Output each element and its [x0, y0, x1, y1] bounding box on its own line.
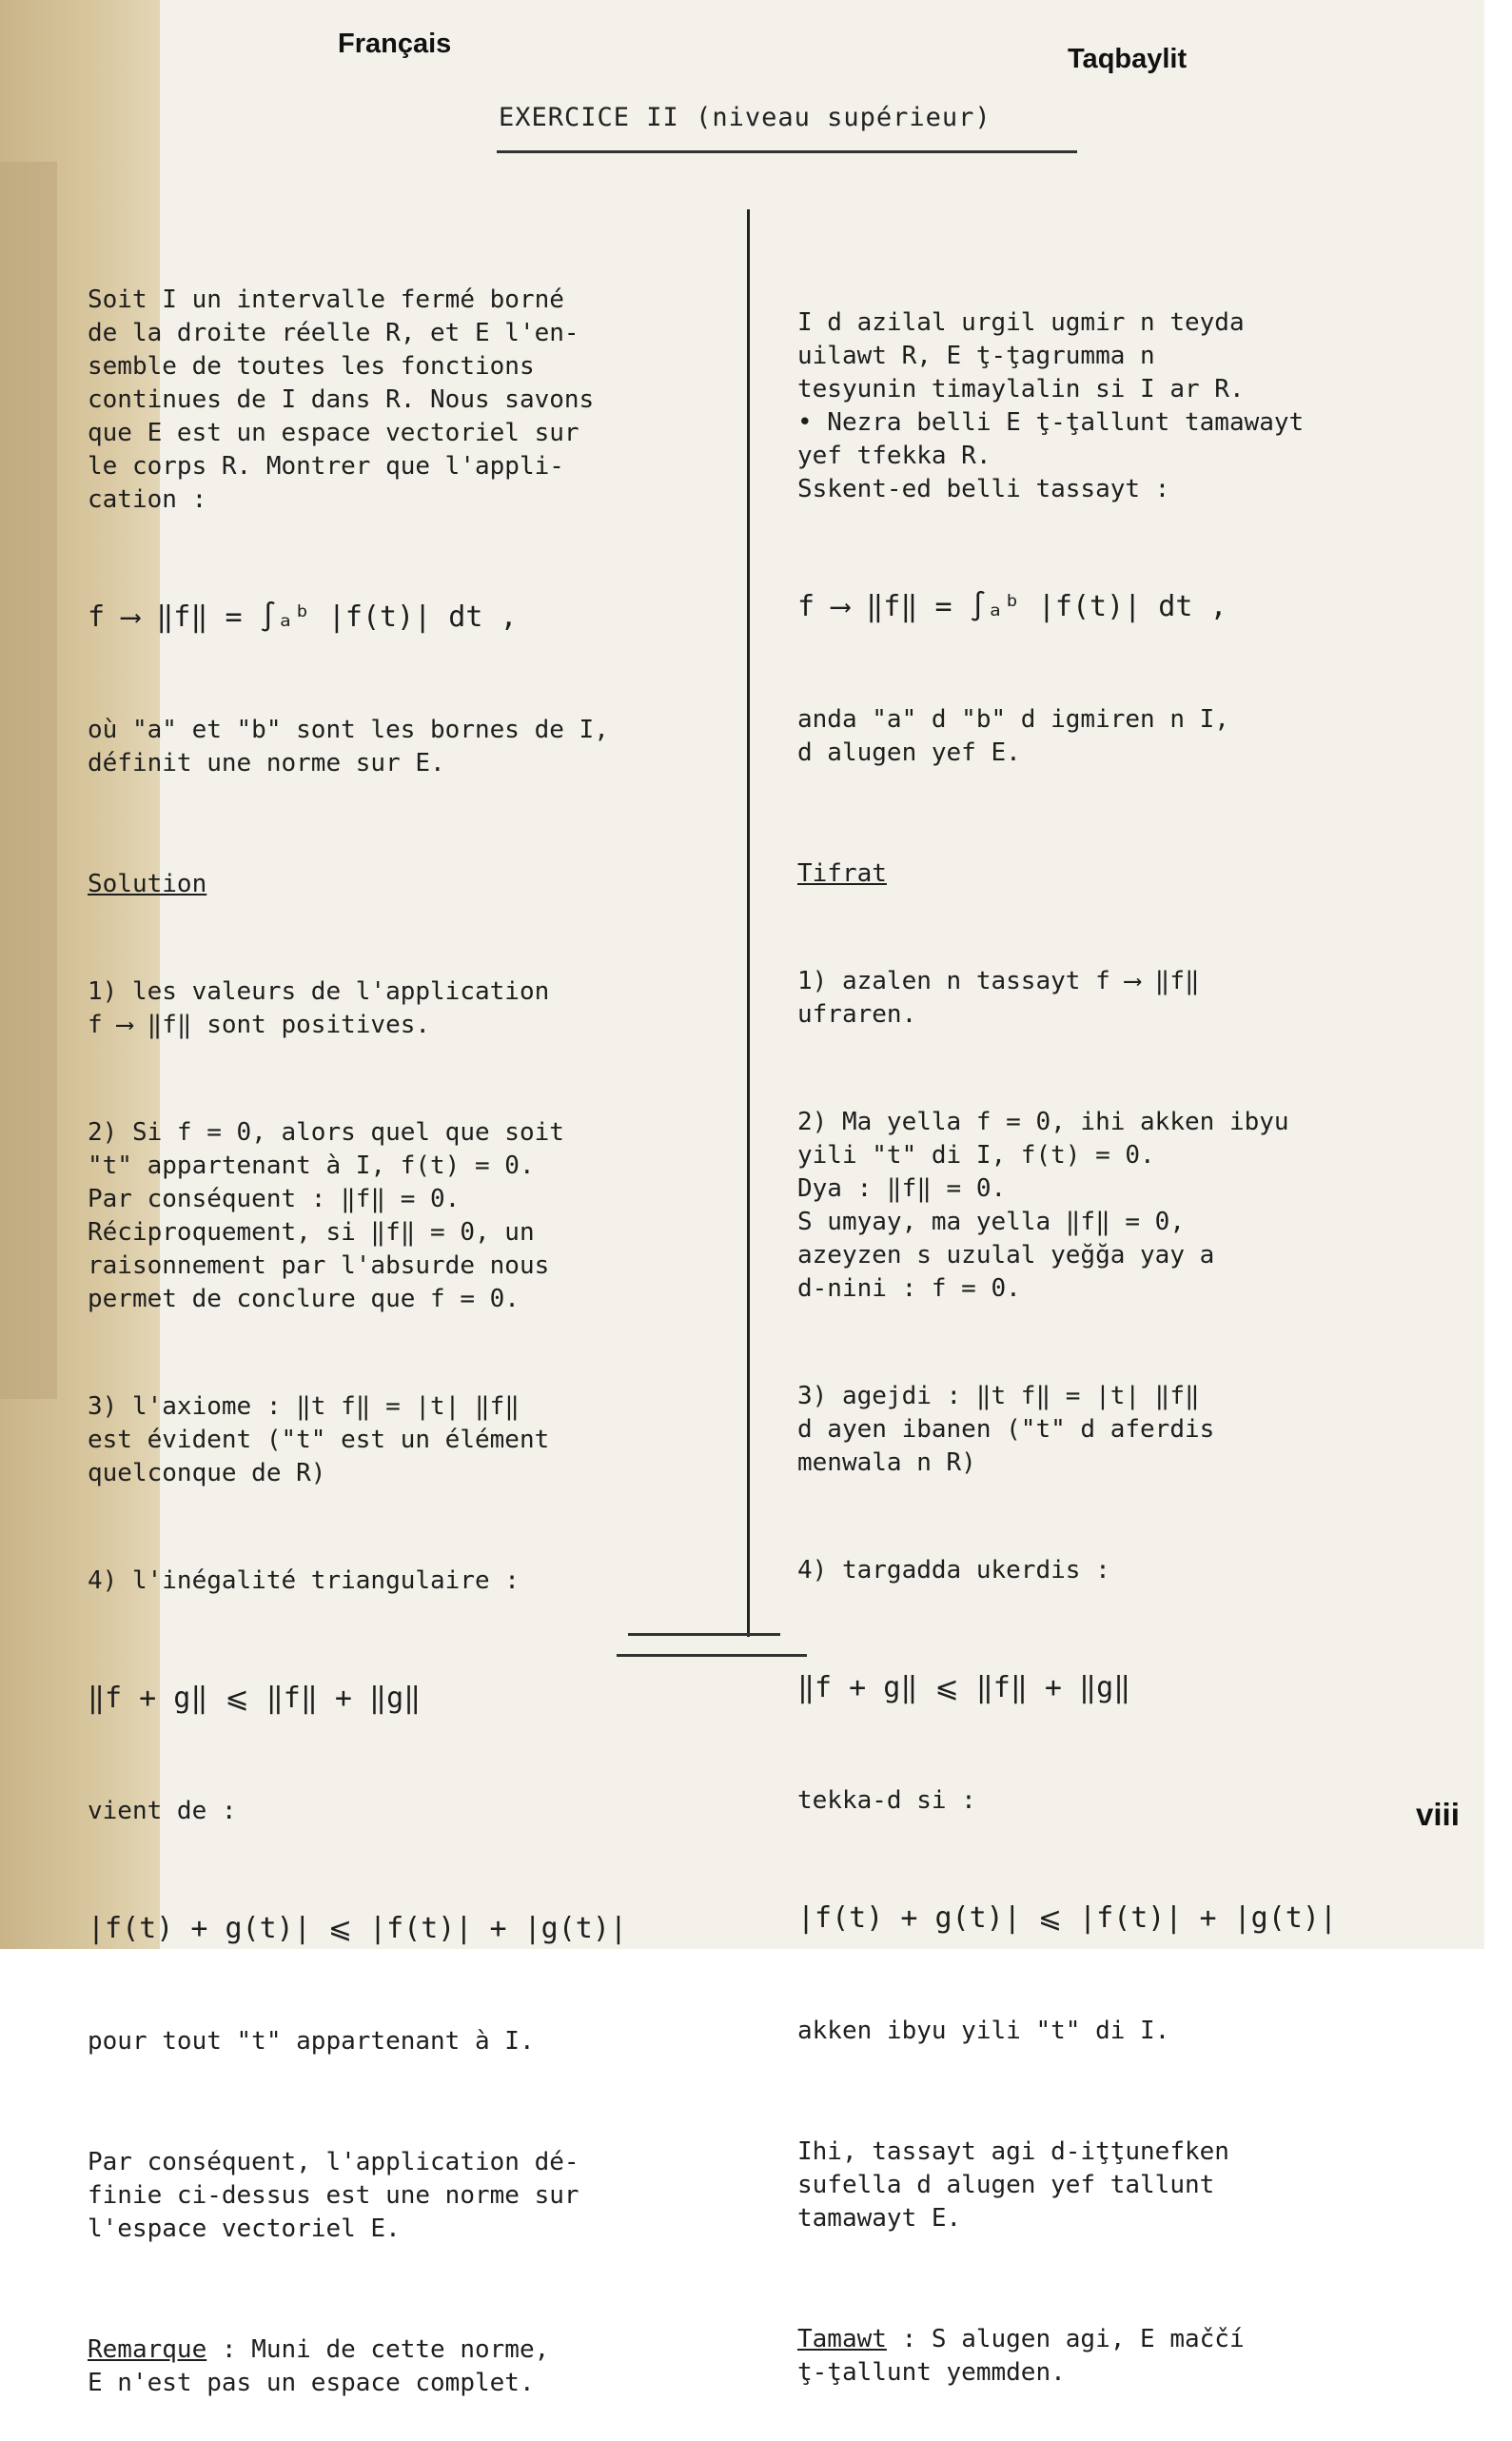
kb-statement: I d azilal urgil ugmir n teyda uilawt R, E ţ-ţagrumma n tesyunin timaylalin si I ar R. • Nezra belli E ţ-ţallunt tamawayt yef tfekka R. Sskent-ed belli tassayt :: [797, 308, 1305, 503]
title-underline: [497, 150, 1077, 153]
fr-solution-label: Solution: [88, 870, 207, 898]
fr-remark-text: : Muni de cette norme, E n'est pas un espace complet.: [88, 2335, 550, 2397]
fr-remark-label: Remarque: [88, 2335, 207, 2364]
fr-step-2: 2) Si f = 0, alors quel que soit "t" appartenant à I, f(t) = 0. Par conséquent : ‖f‖ = 0. Réciproquement, si ‖f‖ = 0, un raisonnement par l'absurde nous permet de conclure que f = 0.: [88, 1118, 564, 1313]
kb-inequality-2: |f(t) + g(t)| ⩽ |f(t)| + |g(t)|: [797, 1901, 1337, 1935]
fr-inequality-2: |f(t) + g(t)| ⩽ |f(t)| + |g(t)|: [88, 1912, 627, 1945]
fr-step-4: 4) l'inégalité triangulaire :: [88, 1566, 520, 1595]
fr-statement-2: où "a" et "b" sont les bornes de I, définit une norme sur E.: [88, 716, 609, 778]
kb-norm-formula: f ⟶ ‖f‖ = ∫ₐᵇ |f(t)| dt ,: [797, 590, 1227, 623]
kb-remark-label: Tamawt: [797, 2325, 887, 2353]
fr-norm-formula: f ⟶ ‖f‖ = ∫ₐᵇ |f(t)| dt ,: [88, 600, 518, 634]
kb-akken: akken ibyu yili "t" di I.: [797, 2017, 1170, 2045]
fr-vient: vient de :: [88, 1797, 237, 1825]
kb-statement-2: anda "a" d "b" d igmiren n I, d alugen yef E.: [797, 705, 1229, 767]
fr-step-3: 3) l'axiome : ‖t f‖ = |t| ‖f‖ est évident ("t" est un élément quelconque de R): [88, 1392, 550, 1487]
kb-remark-text: : S alugen agi, E maččí ţ-ţallunt yemmden.: [797, 2325, 1245, 2387]
label-french: Français: [338, 29, 452, 59]
fr-remark: [88, 2333, 744, 2400]
kabyle-column: [797, 240, 1463, 2431]
kb-conclusion: Ihi, tassayt agi d-iţţunefken sufella d alugen yef tallunt tamawayt E.: [797, 2137, 1229, 2233]
kb-step-2: 2) Ma yella f = 0, ihi akken ibyu yili "t" di I, f(t) = 0. Dya : ‖f‖ = 0. S umyay, ma yella ‖f‖ = 0, azeyzen s uzulal yeğğa yay a d-nini : f = 0.: [797, 1108, 1289, 1303]
kb-solution-label: Tifrat: [797, 859, 887, 888]
label-kabyle: Taqbaylit: [1068, 44, 1188, 74]
paper-stain-dark: [0, 162, 57, 1399]
kb-step-3: 3) agejdi : ‖t f‖ = |t| ‖f‖ d ayen ibanen ("t" d aferdis menwala n R): [797, 1382, 1215, 1477]
fr-inequality-1: ‖f + g‖ ⩽ ‖f‖ + ‖g‖: [88, 1682, 422, 1715]
page-number: viii: [1416, 1797, 1460, 1832]
kb-step-1: 1) azalen n tassayt f ⟶ ‖f‖ ufraren.: [797, 967, 1200, 1029]
kb-step-4: 4) targadda ukerdis :: [797, 1556, 1110, 1585]
fr-step-1: 1) les valeurs de l'application f ⟶ ‖f‖ sont positives.: [88, 977, 550, 1039]
column-divider: [747, 209, 750, 1637]
fr-pour-tout: pour tout "t" appartenant à I.: [88, 2027, 535, 2056]
french-column: [88, 217, 744, 2441]
fr-statement: Soit I un intervalle fermé borné de la droite réelle R, et E l'en- semble de toutes les fonctions continues de I dans R. Nous savons que E est un espace vectoriel sur le corps R. Montrer que l'appli- cation :: [88, 285, 595, 514]
kb-inequality-1: ‖f + g‖ ⩽ ‖f‖ + ‖g‖: [797, 1671, 1131, 1704]
exercise-title: EXERCICE II (niveau supérieur): [499, 103, 992, 132]
kb-tekka: tekka-d si :: [797, 1786, 976, 1815]
kb-remark: [797, 2323, 1463, 2390]
fr-conclusion: Par conséquent, l'application dé- finie ci-dessus est une norme sur l'espace vectoriel E.: [88, 2148, 579, 2243]
